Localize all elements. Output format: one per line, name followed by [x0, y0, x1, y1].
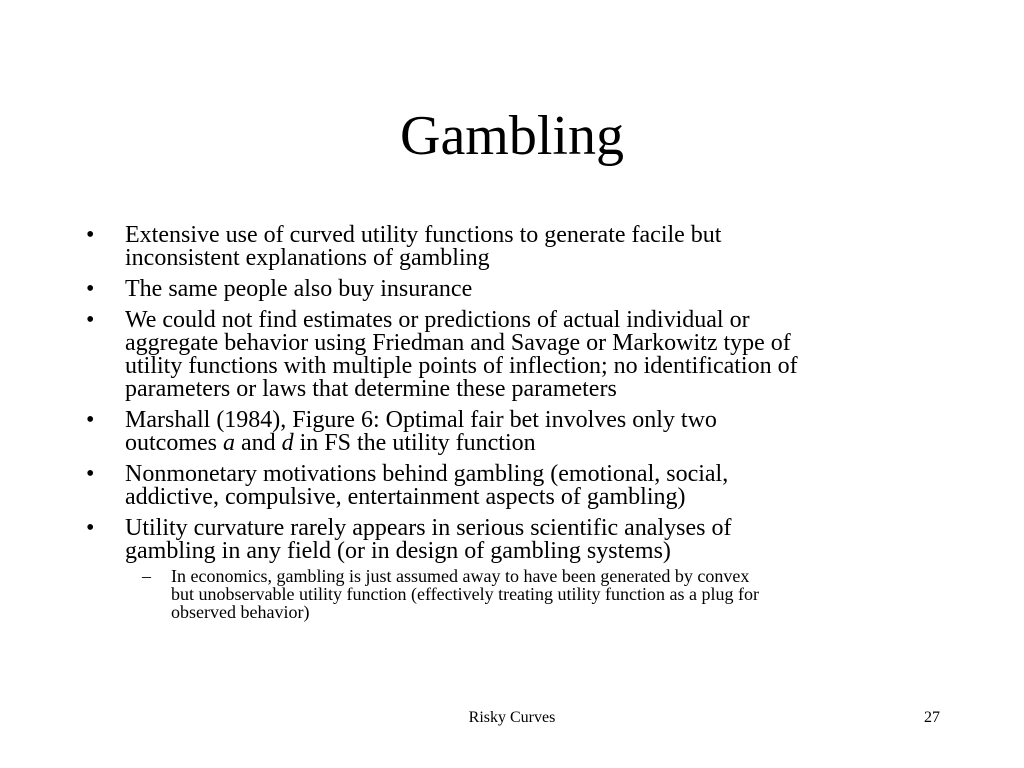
bullet-text-utility-function: in FS the utility function [293, 430, 536, 456]
bullet-line: inconsistent explanations of gambling [125, 245, 490, 271]
sub-bullet-marker: – [142, 566, 151, 586]
bullet-line: The same people also buy insurance [125, 276, 473, 302]
bullet-item-curvature-rare [86, 517, 946, 621]
bullet-line: aggregate behavior using Friedman and Savage or Markowitz type of [125, 330, 791, 356]
bullet-text-outcomes: outcomes [125, 430, 223, 456]
bullet-line: Extensive use of curved utility functions to generate facile but [125, 222, 722, 248]
bullet-item-curved-utility [86, 224, 946, 270]
bullet-line: utility functions with multiple points of inflection; no identification of [125, 353, 798, 379]
sub-bullet-item-economics [125, 567, 946, 621]
variable-a: a [222, 430, 235, 456]
bullet-marker: • [86, 276, 95, 302]
bullet-line: addictive, compulsive, entertainment aspects of gambling) [125, 484, 686, 510]
bullet-line: Nonmonetary motivations behind gambling (emotional, social, [125, 461, 729, 487]
bullet-marker: • [86, 515, 95, 541]
bullet-list [86, 224, 946, 629]
sub-bullet-list [125, 567, 946, 621]
bullet-marker: • [86, 407, 95, 433]
slide-title: Gambling [400, 105, 624, 167]
bullet-line: Utility curvature rarely appears in serious scientific analyses of [125, 515, 732, 541]
page-number: 27 [924, 709, 940, 726]
bullet-text-and: and [234, 430, 282, 456]
bullet-item-insurance [86, 278, 946, 301]
bullet-line: Marshall (1984), Figure 6: Optimal fair bet involves only two [125, 407, 717, 433]
bullet-line: parameters or laws that determine these parameters [125, 376, 617, 402]
sub-bullet-line: In economics, gambling is just assumed away to have been generated by convex [171, 566, 750, 586]
bullet-item-marshall [86, 409, 946, 455]
sub-bullet-line: observed behavior) [171, 602, 310, 622]
bullet-marker: • [86, 222, 95, 248]
bullet-line: gambling in any field (or in design of gambling systems) [125, 538, 671, 564]
sub-bullet-line: but unobservable utility function (effectively treating utility function as a plug for [171, 584, 760, 604]
bullet-marker: • [86, 461, 95, 487]
variable-d: d [281, 430, 294, 456]
bullet-line: We could not find estimates or predictions of actual individual or [125, 307, 750, 333]
bullet-item-nonmonetary [86, 463, 946, 509]
bullet-marker: • [86, 307, 95, 333]
footer-title: Risky Curves [468, 709, 556, 726]
bullet-item-no-estimates [86, 309, 946, 401]
